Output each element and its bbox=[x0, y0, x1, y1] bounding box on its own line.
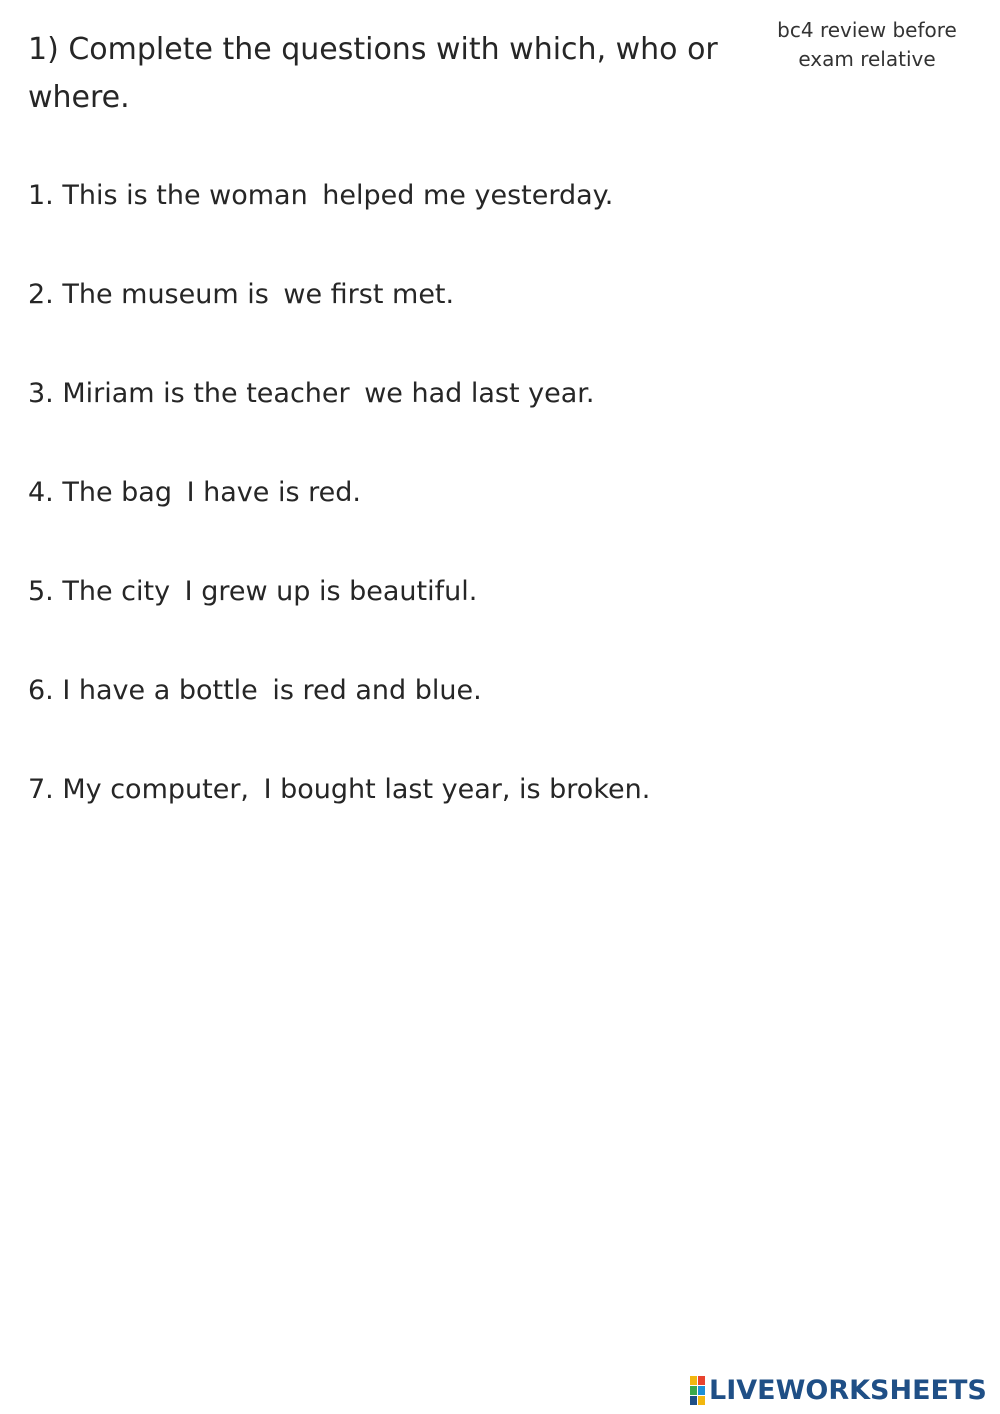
question-2 bbox=[28, 269, 978, 368]
question-list bbox=[28, 170, 978, 863]
logo-square bbox=[690, 1396, 697, 1405]
question-text-before: 2. The museum is bbox=[28, 279, 269, 310]
question-text-before: 7. My computer, bbox=[28, 774, 258, 805]
question-text-after: is red and blue. bbox=[263, 675, 482, 706]
question-3 bbox=[28, 368, 978, 467]
question-text-before: 3. Miriam is the teacher bbox=[28, 378, 350, 409]
question-text-before: 5. The city bbox=[28, 576, 171, 607]
worksheet-tag: bc4 review before exam relative bbox=[777, 18, 957, 71]
question-text-after: helped me yesterday. bbox=[313, 180, 614, 211]
question-1 bbox=[28, 170, 978, 269]
question-text-after: I grew up is beautiful. bbox=[176, 576, 478, 607]
question-6 bbox=[28, 665, 978, 764]
instructions-heading: 1) Complete the questions with which, who or where. bbox=[28, 32, 718, 115]
question-text-before: 1. This is the woman bbox=[28, 180, 308, 211]
question-text-after: we had last year. bbox=[355, 378, 595, 409]
liveworksheets-logo-text: LIVEWORKSHEETS bbox=[709, 1374, 987, 1406]
logo-square bbox=[690, 1376, 697, 1385]
logo-square bbox=[698, 1376, 705, 1385]
question-7 bbox=[28, 764, 978, 863]
question-text-after: I have is red. bbox=[186, 477, 361, 508]
logo-square bbox=[698, 1396, 705, 1405]
question-text-after: we first met. bbox=[274, 279, 455, 310]
logo-square bbox=[698, 1386, 705, 1395]
logo-square bbox=[690, 1386, 697, 1395]
liveworksheets-logo bbox=[690, 1372, 987, 1408]
question-text-before: 6. I have a bottle bbox=[28, 675, 258, 706]
question-4 bbox=[28, 467, 978, 566]
question-5 bbox=[28, 566, 978, 665]
question-text-after: I bought last year, is broken. bbox=[263, 774, 651, 805]
question-text-before: 4. The bag bbox=[28, 477, 181, 508]
liveworksheets-logo-icon bbox=[690, 1376, 705, 1405]
